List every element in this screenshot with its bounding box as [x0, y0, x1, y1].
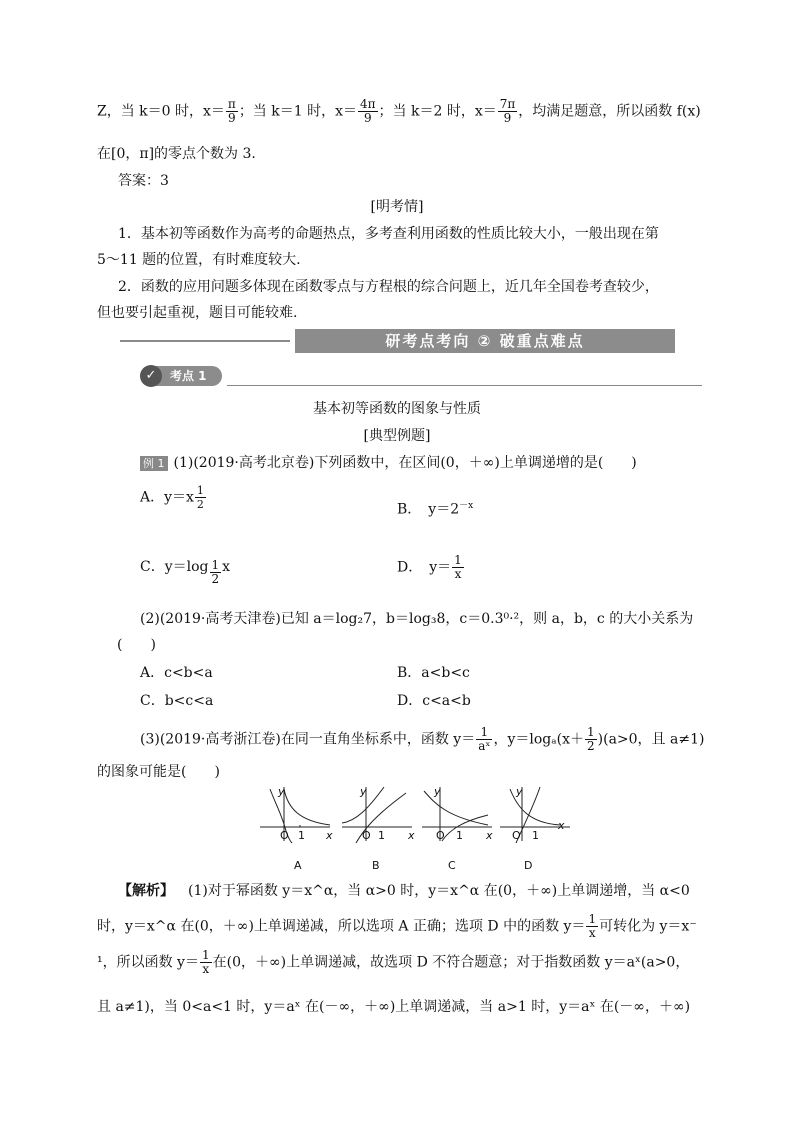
jiexi-line-3	[97, 949, 689, 976]
text: ，y＝logₐ(x＋	[493, 731, 584, 748]
option-text: C．y＝log	[140, 559, 209, 575]
banner-left: 研考点考向	[385, 332, 471, 350]
q2-stem: (2)(2019·高考天津卷)已知 a＝log₂7，b＝log₃8，c＝0.3⁰·²，则 a，b，c 的大小关系为	[140, 611, 694, 627]
option-sup: －x	[459, 501, 474, 511]
text: ，均满足题意，所以函数 f(x)	[518, 103, 701, 120]
text: ¹，所以函数 y＝	[97, 954, 199, 971]
fraction-1-x: $\frac{1}{x}$	[588, 912, 597, 940]
mingkaoqing-title: [明考情]	[370, 199, 424, 215]
fraction-1-2: $\frac{1}{2}$	[587, 725, 595, 753]
mkq-p2a: 2．函数的应用问题多体现在函数零点与方程根的综合问题上，近几年全国卷考查较少，	[118, 279, 659, 295]
text: 在(0，＋∞)上单调递减，故选项 D 不符合题意；对于指数函数 y＝aˣ(a>0，	[212, 954, 690, 971]
origin-label-a: O	[280, 829, 289, 842]
mkq-p2b: 但也要引起重视，题目可能较难.	[97, 305, 298, 321]
graph-label-c: C	[448, 859, 456, 872]
origin-label-c: O	[436, 829, 445, 842]
one-label-d: 1	[532, 829, 539, 842]
option-text: x	[222, 559, 231, 575]
graph-b	[342, 787, 412, 843]
kaodian-rule	[227, 385, 702, 386]
answer: 答案：3	[118, 173, 169, 189]
graph-label-d: D	[524, 859, 533, 872]
axis-y-label-d: y	[516, 785, 523, 798]
q3-stem	[140, 726, 704, 753]
top-line-2: 在[0，π]的零点个数为 3.	[97, 146, 256, 162]
q1-option-d	[397, 554, 465, 581]
jiexi-tag: 【解析】	[118, 883, 174, 899]
one-label-c: 1	[456, 829, 463, 842]
q2-option-d: D．c<a<b	[397, 693, 471, 709]
text: )(a>0，且 a≠1)	[597, 731, 705, 748]
section-sub: [典型例题]	[363, 428, 431, 444]
jiexi-line-4: 且 a≠1)，当 0<a<1 时，y＝aˣ 在(－∞，＋∞)上单调递减，当 a>1 时，y＝aˣ 在(－∞，＋∞)	[97, 999, 691, 1015]
text: 时，y＝x^α 在(0，＋∞)上单调递减，所以选项 A 正确；选项 D 中的函数 y＝	[97, 918, 586, 935]
option-text: A．y＝x	[140, 489, 194, 506]
mkq-p1a: 1．基本初等函数作为高考的命题热点，多考查利用函数的性质比较大小，一般出现在第	[118, 226, 659, 242]
one-label-b: 1	[378, 829, 385, 842]
fraction-7pi-9: $\frac{7\pi}{9}$	[499, 97, 516, 125]
option-text: B． y＝2	[397, 501, 460, 518]
jiexi-line-1	[118, 880, 690, 900]
axis-y-label-c: y	[434, 785, 441, 798]
exp-fraction: $\frac{1}{2}$	[196, 484, 204, 511]
fraction-1-ax: $\frac{1}{\text{aˣ}}$	[478, 725, 491, 753]
jiexi-line-2	[97, 913, 697, 940]
axis-y-label-b: y	[360, 785, 367, 798]
axis-y-label-a: y	[278, 785, 285, 798]
section-title: 基本初等函数的图象与性质	[313, 401, 481, 417]
top-line-1	[97, 98, 701, 125]
text: ；当 k＝1 时，x＝	[238, 103, 357, 120]
section-banner	[120, 328, 700, 354]
text: (3)(2019·高考浙江卷)在同一直角坐标系中，函数 y＝	[140, 731, 476, 748]
text: (1)对于幂函数 y＝x^α，当 α>0 时，y＝x^α 在(0，＋∞)上单调递增，当 α<0	[188, 883, 690, 899]
q1-option-c	[140, 556, 230, 586]
mkq-p1b: 5～11 题的位置，有时难度较大.	[97, 252, 301, 268]
q3-stem-2: 的图象可能是( )	[97, 764, 220, 780]
origin-label-b: O	[362, 829, 371, 842]
graph-label-a: A	[294, 859, 302, 872]
q2-option-b: B．a<b<c	[397, 665, 470, 681]
axis-x-label-b: x	[408, 829, 415, 842]
graph-label-b: B	[372, 859, 380, 872]
kaodian-label: 考点 1	[170, 369, 207, 383]
banner-mid-icon: ②	[477, 332, 493, 350]
q1-stem-text: (1)(2019·高考北京卷)下列函数中，在区间(0，＋∞)上单调递增的是( )	[173, 455, 637, 471]
log-base-fraction: $\frac{1}{2}$	[211, 558, 220, 586]
banner-rule-left	[120, 340, 290, 342]
text: Z，当 k＝0 时，x＝	[97, 103, 225, 120]
banner-box	[295, 329, 675, 353]
fraction-1-x: $\frac{1}{x}$	[201, 948, 210, 976]
graph-a	[260, 787, 330, 843]
q1-option-a	[140, 484, 207, 511]
text: ；当 k＝2 时，x＝	[378, 103, 497, 120]
q2-option-c: C．b<c<a	[140, 693, 214, 709]
q2-paren: ( )	[117, 637, 156, 653]
axis-x-label-d: x	[558, 819, 565, 832]
axis-x-label-c: x	[486, 829, 493, 842]
banner-right: 破重点难点	[499, 332, 585, 350]
check-icon: ✓	[140, 365, 162, 387]
one-label-a: 1	[298, 829, 305, 842]
q1-stem	[140, 452, 637, 472]
kaodian-pill	[142, 366, 222, 386]
kaodian-header	[142, 365, 702, 387]
fraction-pi-9: $\frac{\pi}{9}$	[227, 97, 236, 125]
text: 可转化为 y＝x⁻	[599, 918, 697, 935]
origin-label-d: O	[512, 829, 521, 842]
fraction-4pi-9: $\frac{4\pi}{9}$	[360, 97, 376, 125]
option-text: D． y＝	[397, 559, 452, 576]
q1-option-b	[397, 498, 473, 519]
fraction-1-x: $\frac{1}{x}$	[454, 553, 462, 581]
q2-option-a: A．c<b<a	[140, 665, 213, 681]
axis-x-label-a: x	[326, 829, 333, 842]
example-tag: 例 1	[140, 456, 168, 471]
